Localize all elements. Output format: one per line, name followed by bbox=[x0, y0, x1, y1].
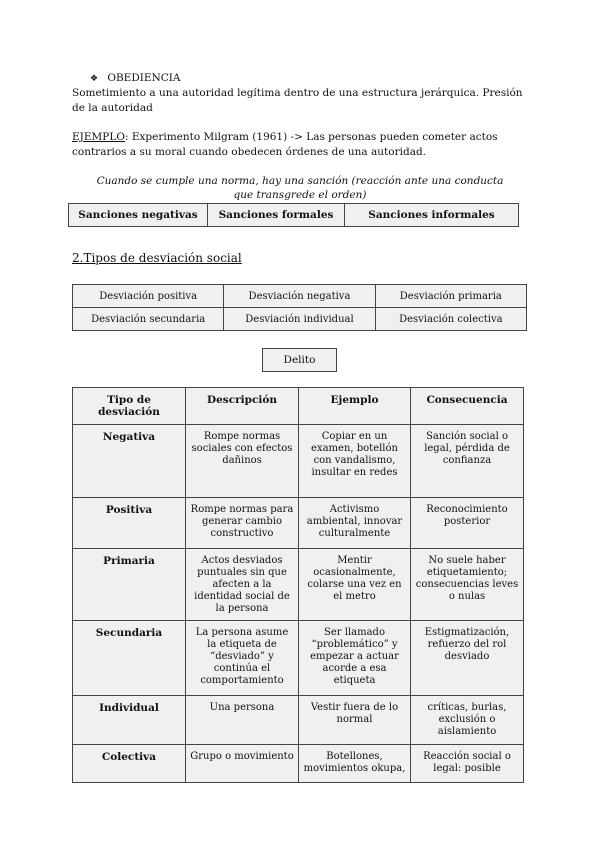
type-cell: Desviación colectiva bbox=[375, 308, 526, 331]
table-cell: Ser llamado “problemático” y empezar a actuar acorde a esa etiqueta bbox=[299, 621, 411, 696]
table-cell: Positiva bbox=[73, 498, 186, 549]
sanctions-table bbox=[68, 203, 519, 227]
table-cell: Botellones, movimientos okupa, bbox=[299, 745, 411, 783]
table-cell: Mentir ocasionalmente, colarse una vez en el metro bbox=[299, 549, 411, 621]
table-cell: Sanción social o legal, pérdida de confianza bbox=[411, 425, 524, 498]
table-row bbox=[73, 745, 524, 783]
table-cell: La persona asume la etiqueta de “desviado” y continúa el comportamiento bbox=[186, 621, 299, 696]
table-header: Descripción bbox=[186, 388, 299, 425]
sanction-cell: Sanciones informales bbox=[345, 204, 519, 227]
table-cell: Copiar en un examen, botellón con vandalismo, insultar en redes bbox=[299, 425, 411, 498]
types-grid bbox=[72, 284, 527, 331]
table-header: Consecuencia bbox=[411, 388, 524, 425]
table-cell: Estigmatización, refuerzo del rol desviado bbox=[411, 621, 524, 696]
type-cell: Desviación individual bbox=[224, 308, 375, 331]
example-text: : Experimento Milgram (1961) -> Las personas pueden cometer actos contrarios a su moral cuando obedecen órdenes de una autoridad. bbox=[72, 131, 498, 158]
table-cell: Reconocimiento posterior bbox=[411, 498, 524, 549]
table-header: Tipo de desviación bbox=[73, 388, 186, 425]
table-cell: Reacción social o legal: posible bbox=[411, 745, 524, 783]
table-cell: Secundaria bbox=[73, 621, 186, 696]
obediencia-heading bbox=[90, 72, 181, 84]
delito-box: Delito bbox=[262, 348, 337, 372]
type-cell: Desviación primaria bbox=[375, 285, 526, 308]
table-cell: Rompe normas para generar cambio constructivo bbox=[186, 498, 299, 549]
table-cell: Una persona bbox=[186, 696, 299, 745]
deviation-table bbox=[72, 387, 524, 783]
table-row bbox=[73, 498, 524, 549]
table-cell: Rompe normas sociales con efectos dañinos bbox=[186, 425, 299, 498]
table-cell: Colectiva bbox=[73, 745, 186, 783]
table-cell: Grupo o movimiento bbox=[186, 745, 299, 783]
table-cell: críticas, burlas, exclusión o aislamiento bbox=[411, 696, 524, 745]
example-paragraph bbox=[72, 130, 532, 160]
sanction-cell: Sanciones negativas bbox=[69, 204, 208, 227]
table-header-row bbox=[73, 388, 524, 425]
table-row bbox=[73, 549, 524, 621]
table-cell: Actos desviados puntuales sin que afecten a la identidad social de la persona bbox=[186, 549, 299, 621]
table-cell: No suele haber etiquetamiento; consecuencias leves o nulas bbox=[411, 549, 524, 621]
sanction-note: Cuando se cumple una norma, hay una sanción (reacción ante una conducta que transgrede el orden) bbox=[96, 175, 504, 201]
type-cell: Desviación positiva bbox=[73, 285, 224, 308]
table-cell: Vestir fuera de lo normal bbox=[299, 696, 411, 745]
table-row bbox=[73, 425, 524, 498]
table-cell: Primaria bbox=[73, 549, 186, 621]
sanction-cell: Sanciones formales bbox=[208, 204, 345, 227]
definition-paragraph: Sometimiento a una autoridad legítima dentro de una estructura jerárquica. Presión de la autoridad bbox=[72, 87, 523, 114]
section-heading: 2.Tipos de desviación social bbox=[72, 251, 242, 265]
table-row bbox=[73, 621, 524, 696]
table-row bbox=[73, 696, 524, 745]
type-cell: Desviación negativa bbox=[224, 285, 375, 308]
example-label: EJEMPLO bbox=[72, 131, 125, 143]
diamond-bullet-icon: ❖ bbox=[90, 74, 99, 84]
table-cell: Activismo ambiental, innovar culturalmente bbox=[299, 498, 411, 549]
type-cell: Desviación secundaria bbox=[73, 308, 224, 331]
table-cell: Negativa bbox=[73, 425, 186, 498]
table-cell: Individual bbox=[73, 696, 186, 745]
table-header: Ejemplo bbox=[299, 388, 411, 425]
obediencia-title: OBEDIENCIA bbox=[107, 72, 181, 84]
